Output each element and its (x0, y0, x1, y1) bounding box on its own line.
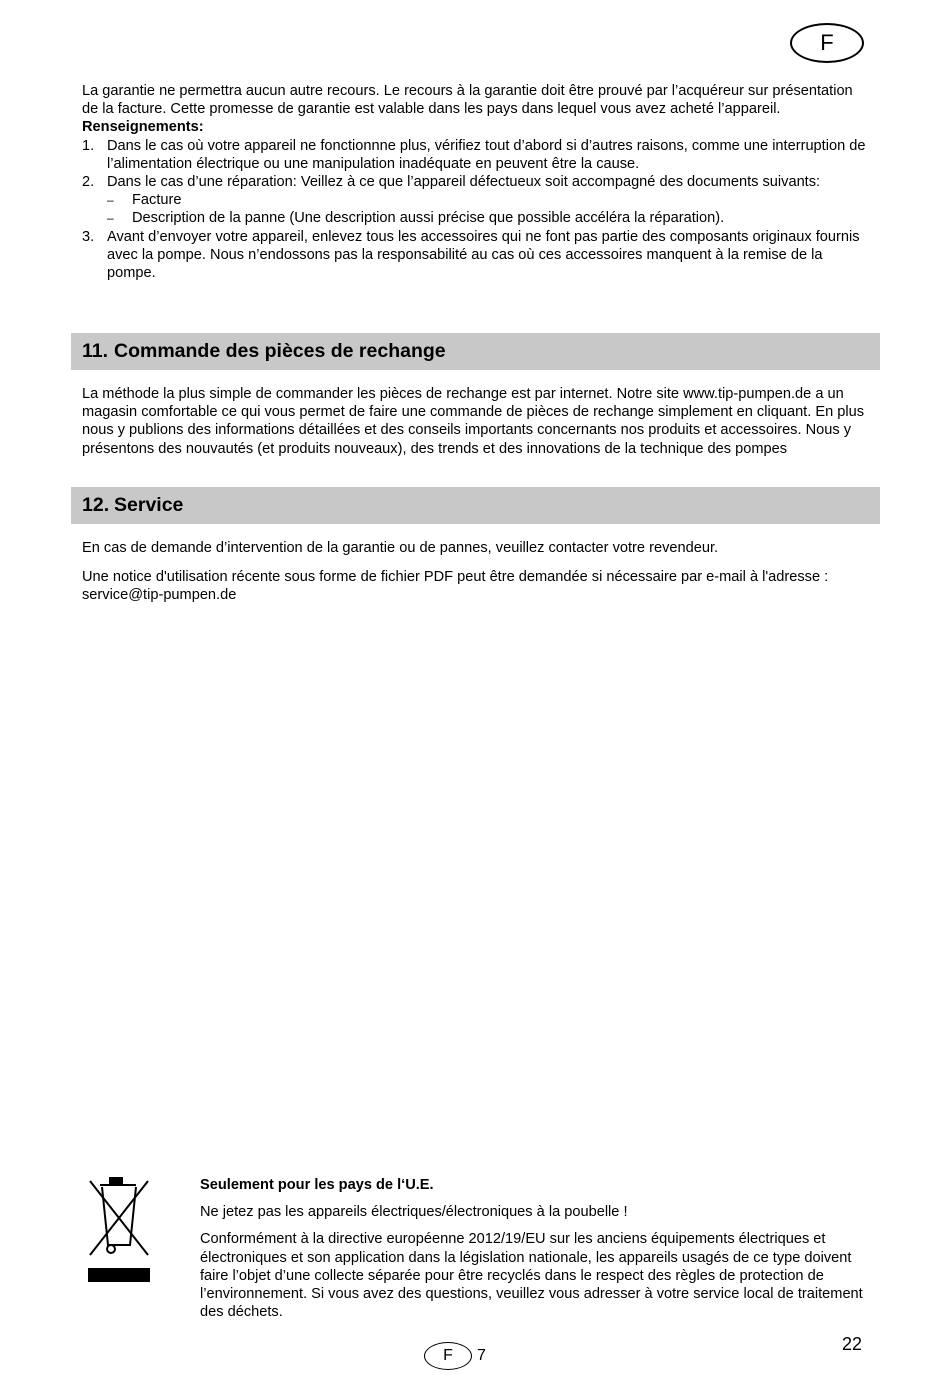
sublist-item (107, 191, 872, 209)
section-11-paragraph: La méthode la plus simple de commander les pièces de rechange est par internet. Notre site www.tip-pumpen.de a un magasin comfortable ce qui vous permet de faire une commande de pièces de rechange simplement en cliquant. En plus nous y publions des informations détaillées et des conseils importants concernants nos produits et accessoires. Nous y présentons des nouvautés (et produits nouveaux), des trends et des innovations de la technique des pompes (82, 386, 865, 457)
list-item-text: Avant d’envoyer votre appareil, enlevez tous les accessoires qui ne font pas partie des composants originaux fournis avec la pompe. Nous n’endossons pas la responsabilité au cas où ces accessoires manquent à la remise de la pompe. (107, 228, 860, 282)
dash-bullet: – (107, 211, 114, 226)
list-item-number: 3. (82, 228, 95, 245)
eu-disposal-notice (200, 1176, 870, 1330)
page-number: 22 (842, 1334, 863, 1354)
documents-sublist (107, 191, 872, 227)
section-11-heading (71, 333, 880, 370)
dash-bullet: – (107, 193, 114, 208)
section-11-title: Commande des pièces de rechange (114, 340, 446, 363)
sublist-item-text: Facture (132, 192, 182, 209)
section-12-heading (71, 487, 880, 524)
eu-notice-paragraph: Conformément à la directive européenne 2012/19/EU sur les anciens équipements électriques et électroniques et son application dans la législation nationale, les appareils usagés de ce type doivent faire l’objet d’une collecte séparée pour être recyclés dans le respect des règles de protection de l’environnement. Si vous avez des questions, veuillez vous adresser à votre service local de traitement des déchets. (200, 1231, 863, 1321)
footer-section-page: 7 (477, 1347, 486, 1364)
list-item (82, 173, 872, 228)
section-12-number: 12. (82, 494, 110, 517)
list-item (82, 137, 872, 173)
eu-notice-line: Ne jetez pas les appareils électriques/électroniques à la poubelle ! (200, 1204, 628, 1221)
language-badge (790, 23, 864, 63)
warranty-section (82, 82, 872, 282)
section-12-paragraph-2: Une notice d'utilisation récente sous forme de fichier PDF peut être demandée si nécessaire par e-mail à l'adresse : service@tip-pumpen.de (82, 569, 829, 604)
section-12-body (82, 539, 872, 605)
footer-language-badge (424, 1342, 472, 1370)
list-item-number: 1. (82, 137, 95, 154)
warranty-paragraph: La garantie ne permettra aucun autre recours. Le recours à la garantie doit être prouvé par l’acquéreur sur présentation de la facture. Cette promesse de garantie est valable dans les pays dans lequel vous avez acheté l’appareil. (82, 83, 853, 118)
info-heading: Renseignements: (82, 119, 204, 136)
list-item-text: Dans le cas où votre appareil ne fonctionnne plus, vérifiez tout d’abord si d’autres raisons, comme une interruption de l’alimentation électrique ou une manipulation inadéquate en peuvent être la cause. (107, 137, 866, 172)
section-12-title: Service (114, 494, 184, 517)
section-11-number: 11. (82, 340, 109, 363)
crossed-out-wheelie-bin-icon (82, 1175, 154, 1285)
list-item-number: 2. (82, 174, 95, 191)
eu-notice-heading: Seulement pour les pays de l‘U.E. (200, 1177, 434, 1193)
list-item (82, 228, 872, 283)
sublist-item (107, 209, 872, 227)
sublist-item-text: Description de la panne (Une description aussi précise que possible accéléra la réparation). (132, 210, 725, 227)
section-11-body (82, 385, 872, 458)
section-12-paragraph-1: En cas de demande d’intervention de la garantie ou de pannes, veuillez contacter votre revendeur. (82, 540, 719, 556)
info-list (82, 137, 872, 283)
language-badge-label: F (820, 30, 834, 55)
list-item-text: Dans le cas d’une réparation: Veillez à ce que l’appareil défectueux soit accompagné des documents suivants: (107, 174, 821, 191)
footer-language-label: F (443, 1346, 453, 1364)
